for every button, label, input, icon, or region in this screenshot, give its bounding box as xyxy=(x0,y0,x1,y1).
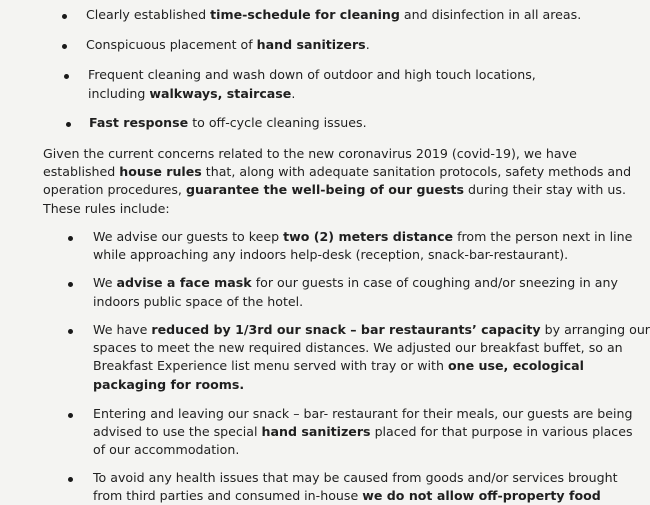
text-segment: Frequent cleaning and wash down of outdoor and high touch locations, xyxy=(88,67,536,82)
bold-text-segment: advise a face mask xyxy=(116,275,252,290)
bullet-line xyxy=(93,487,601,505)
text-segment: of our accommodation. xyxy=(93,442,240,457)
bullet-dot xyxy=(66,122,71,127)
text-segment: To avoid any health issues that may be caused from goods and/or services brought xyxy=(93,470,618,485)
text-segment: These rules include: xyxy=(43,201,170,216)
bullet-line xyxy=(93,469,618,487)
text-segment: that, along with adequate sanitation protocols, safety methods and xyxy=(201,164,632,179)
paragraph-line xyxy=(43,181,626,199)
bold-text-segment: two (2) meters distance xyxy=(283,229,454,244)
bullet-dot xyxy=(62,44,67,49)
text-segment: from the person next in line xyxy=(453,229,633,244)
text-segment: spaces to meet the new required distances. We adjusted our breakfast buffet, so an xyxy=(93,340,623,355)
bullet-line xyxy=(93,274,618,292)
text-segment: during their stay with us. xyxy=(464,182,626,197)
bullet-line xyxy=(93,246,568,264)
text-segment: Entering and leaving our snack – bar- restaurant for their meals, our guests are being xyxy=(93,406,633,421)
bold-text-segment: guarantee the well-being of our guests xyxy=(185,182,465,197)
bullet-dot xyxy=(68,329,73,334)
bold-text-segment: packaging for rooms. xyxy=(93,377,245,392)
bold-text-segment: Fast response xyxy=(89,115,189,130)
bullet-dot xyxy=(68,413,73,418)
bullet-dot xyxy=(68,236,73,241)
bullet-dot xyxy=(62,14,67,19)
text-segment: We xyxy=(93,275,117,290)
text-segment: including xyxy=(88,86,150,101)
bullet-dot xyxy=(64,74,69,79)
paragraph-line xyxy=(43,163,631,181)
text-segment: placed for that purpose in various places xyxy=(370,424,633,439)
text-segment: Conspicuous placement of xyxy=(86,37,257,52)
text-segment: Breakfast Experience list menu served with tray or with xyxy=(93,358,448,373)
text-segment: and disinfection in all areas. xyxy=(399,7,582,22)
bullet-dot xyxy=(68,477,73,482)
text-segment: while approaching any indoors help-desk (reception, snack-bar-restaurant). xyxy=(93,247,569,262)
bullet-line xyxy=(93,423,633,441)
text-segment: Clearly established xyxy=(86,7,211,22)
bold-text-segment: hand sanitizers xyxy=(256,37,366,52)
text-segment: . xyxy=(365,37,370,52)
text-segment: We have xyxy=(93,322,152,337)
text-segment: to off-cycle cleaning issues. xyxy=(188,115,367,130)
bullet-line xyxy=(86,6,581,24)
text-segment: advised to use the special xyxy=(93,424,262,439)
bullet-line xyxy=(93,441,239,459)
bullet-line xyxy=(93,376,244,394)
paragraph-line xyxy=(43,200,170,218)
text-segment: indoors public space of the hotel. xyxy=(93,294,304,309)
bullet-dot xyxy=(68,282,73,287)
bullet-line xyxy=(93,405,633,423)
bold-text-segment: we do not allow off-property food xyxy=(362,488,601,503)
bullet-line xyxy=(86,36,370,54)
bold-text-segment: one use, ecological xyxy=(447,358,584,373)
text-segment: We advise our guests to keep xyxy=(93,229,284,244)
bold-text-segment: time-schedule for cleaning xyxy=(210,7,400,22)
text-segment: by arranging our xyxy=(540,322,650,337)
bold-text-segment: walkways, staircase xyxy=(149,86,292,101)
text-segment: operation procedures, xyxy=(43,182,186,197)
bullet-line xyxy=(88,85,295,103)
bold-text-segment: hand sanitizers xyxy=(261,424,371,439)
text-segment: established xyxy=(43,164,120,179)
bullet-line xyxy=(93,293,303,311)
text-segment: for our guests in case of coughing and/or sneezing in any xyxy=(251,275,618,290)
bullet-line xyxy=(89,114,367,132)
bullet-line xyxy=(93,357,584,375)
text-segment: from third parties and consumed in-house xyxy=(93,488,363,503)
paragraph-line xyxy=(43,145,577,163)
bullet-line xyxy=(88,66,536,84)
bold-text-segment: reduced by 1/3rd our snack – bar restaurants’ capacity xyxy=(151,322,541,337)
bullet-line xyxy=(93,339,623,357)
bullet-line xyxy=(93,321,650,339)
text-segment: . xyxy=(291,86,296,101)
text-segment: Given the current concerns related to the new coronavirus 2019 (covid-19), we have xyxy=(43,146,577,161)
bullet-line xyxy=(93,228,632,246)
bold-text-segment: house rules xyxy=(119,164,202,179)
